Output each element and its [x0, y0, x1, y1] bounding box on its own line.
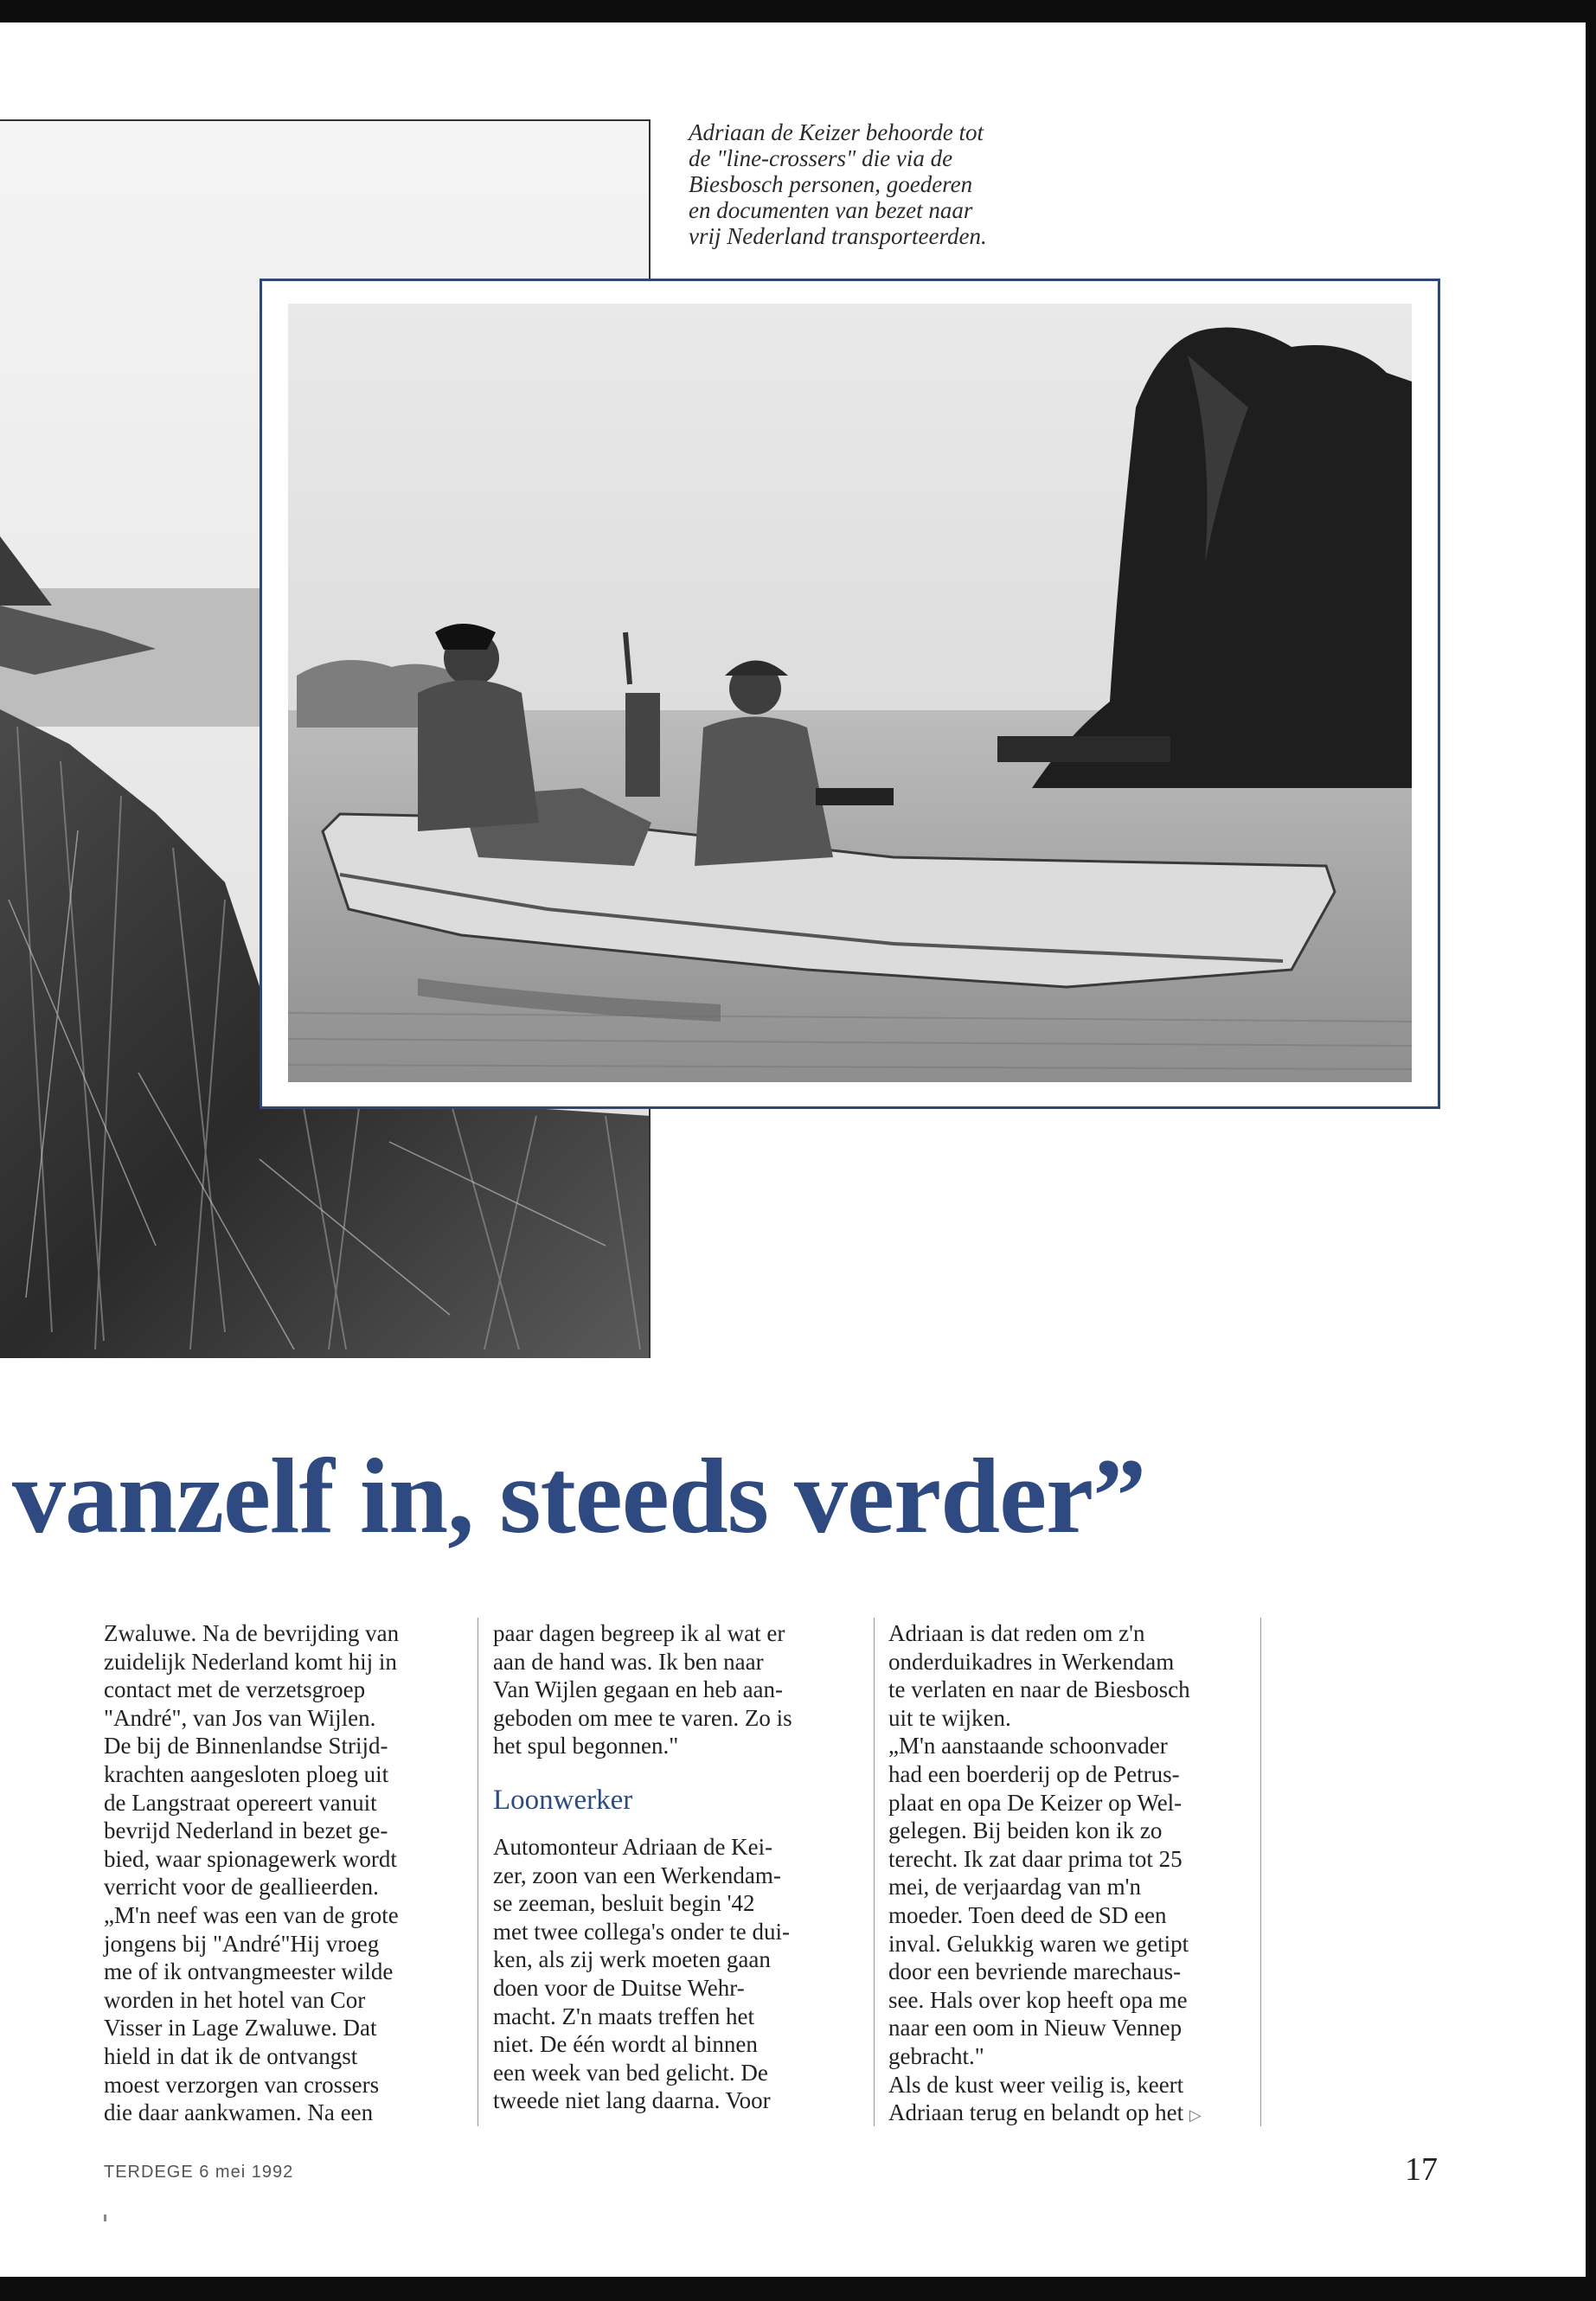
canoe-illustration — [288, 304, 1412, 1082]
body-line: tweede niet lang daarna. Voor — [493, 2087, 771, 2114]
body-line: jongens bij "André"Hij vroeg — [104, 1930, 380, 1957]
body-line-continued — [888, 2099, 1245, 2130]
body-line: bied, waar spionagewerk wordt — [104, 1845, 397, 1872]
body-line: een week van bed gelicht. De — [493, 2059, 768, 2086]
body-line: gebracht." — [888, 2042, 984, 2069]
canoe-photo — [288, 304, 1412, 1082]
body-line: niet. De één wordt al binnen — [493, 2031, 758, 2058]
body-line: plaat en opa De Keizer op Wel- — [888, 1789, 1183, 1816]
body-line: te verlaten en naar de Biesbosch — [888, 1676, 1190, 1703]
caption-line: vrij Nederland transporteerden. — [689, 223, 987, 249]
body-line: door een bevriende marechaus- — [888, 1958, 1182, 1985]
body-line: macht. Z'n maats treffen het — [493, 2003, 754, 2029]
body-line: „M'n neef was een van de grote — [104, 1901, 399, 1928]
body-line: het spul begonnen." — [493, 1733, 679, 1759]
body-line: Visser in Lage Zwaluwe. Dat — [104, 2015, 377, 2041]
column-divider — [1260, 1618, 1261, 2126]
article-column-3 — [888, 1619, 1245, 2130]
body-line: me of ik ontvangmeester wilde — [104, 1958, 394, 1985]
body-line: Adriaan terug en belandt op het — [888, 2099, 1184, 2126]
body-line: „M'n aanstaande schoonvader — [888, 1733, 1168, 1759]
body-line: met twee collega's onder te dui- — [493, 1918, 790, 1945]
right-border — [1586, 0, 1596, 2301]
body-line: die daar aankwamen. Na een — [104, 2099, 374, 2126]
photo-caption — [689, 119, 1086, 249]
body-line: verricht voor de geallieerden. — [104, 1874, 379, 1900]
body-line: moeder. Toen deed de SD een — [888, 1901, 1167, 1928]
body-line: gelegen. Bij beiden kon ik zo — [888, 1817, 1163, 1844]
body-line: naar een oom in Nieuw Vennep — [888, 2015, 1183, 2041]
caption-line: en documenten van bezet naar — [689, 197, 973, 223]
body-line: contact met de verzetsgroep — [104, 1676, 366, 1703]
publication-footer: TERDEGE 6 mei 1992 — [104, 2163, 294, 2182]
body-line: de Langstraat opereert vanuit — [104, 1789, 377, 1816]
article-column-2 — [493, 1619, 837, 2115]
top-border — [0, 0, 1596, 22]
body-line: krachten aangesloten ploeg uit — [104, 1760, 389, 1787]
caption-line: Biesbosch personen, goederen — [689, 171, 973, 197]
body-line: Zwaluwe. Na de bevrijding van — [104, 1620, 400, 1646]
body-line: Van Wijlen gegaan en heb aan- — [493, 1676, 784, 1703]
body-line: Automonteur Adriaan de Kei- — [493, 1833, 773, 1860]
body-line: worden in het hotel van Cor — [104, 1986, 366, 2013]
body-line: terecht. Ik zat daar prima tot 25 — [888, 1845, 1183, 1872]
body-line: hield in dat ik de ontvangst — [104, 2042, 358, 2069]
body-line: inval. Gelukkig waren we getipt — [888, 1930, 1189, 1957]
body-line: zer, zoon van een Werkendam- — [493, 1862, 781, 1888]
body-line: Als de kust weer veilig is, keert — [888, 2071, 1184, 2098]
body-line: ken, als zij werk moeten gaan — [493, 1946, 771, 1973]
canoe-photo-frame — [260, 279, 1440, 1109]
article-column-1 — [104, 1619, 450, 2127]
body-line: moest verzorgen van crossers — [104, 2071, 380, 2098]
body-line: Adriaan is dat reden om z'n — [888, 1620, 1145, 1646]
body-line: "André", van Jos van Wijlen. — [104, 1704, 376, 1731]
body-line: uit te wijken. — [888, 1704, 1011, 1731]
body-line: aan de hand was. Ik ben naar — [493, 1648, 764, 1675]
section-subheading: Loonwerker — [493, 1784, 633, 1816]
body-line: paar dagen begreep ik al wat er — [493, 1620, 785, 1646]
body-line: onderduikadres in Werkendam — [888, 1648, 1175, 1675]
continue-arrow-icon: ▷ — [1189, 2106, 1202, 2125]
body-line: mei, de verjaardag van m'n — [888, 1874, 1141, 1900]
page-number: 17 — [1405, 2151, 1438, 2188]
body-line: doen voor de Duitse Wehr- — [493, 1974, 745, 2001]
caption-line: Adriaan de Keizer behoorde tot — [689, 119, 984, 145]
body-line: se zeeman, besluit begin '42 — [493, 1890, 755, 1917]
caption-line: de "line-crossers" die via de — [689, 145, 953, 171]
footer-mark — [104, 2214, 106, 2221]
body-line: geboden om mee te varen. Zo is — [493, 1704, 792, 1731]
bottom-border — [0, 2277, 1596, 2301]
article-headline: vanzelf in, steeds verder” — [12, 1437, 1146, 1555]
body-line: De bij de Binnenlandse Strijd- — [104, 1733, 388, 1759]
column-divider — [874, 1618, 875, 2126]
body-line: zuidelijk Nederland komt hij in — [104, 1648, 397, 1675]
body-line: had een boerderij op de Petrus- — [888, 1760, 1180, 1787]
body-line: bevrijd Nederland in bezet ge- — [104, 1817, 388, 1844]
body-line: see. Hals over kop heeft opa me — [888, 1986, 1188, 2013]
